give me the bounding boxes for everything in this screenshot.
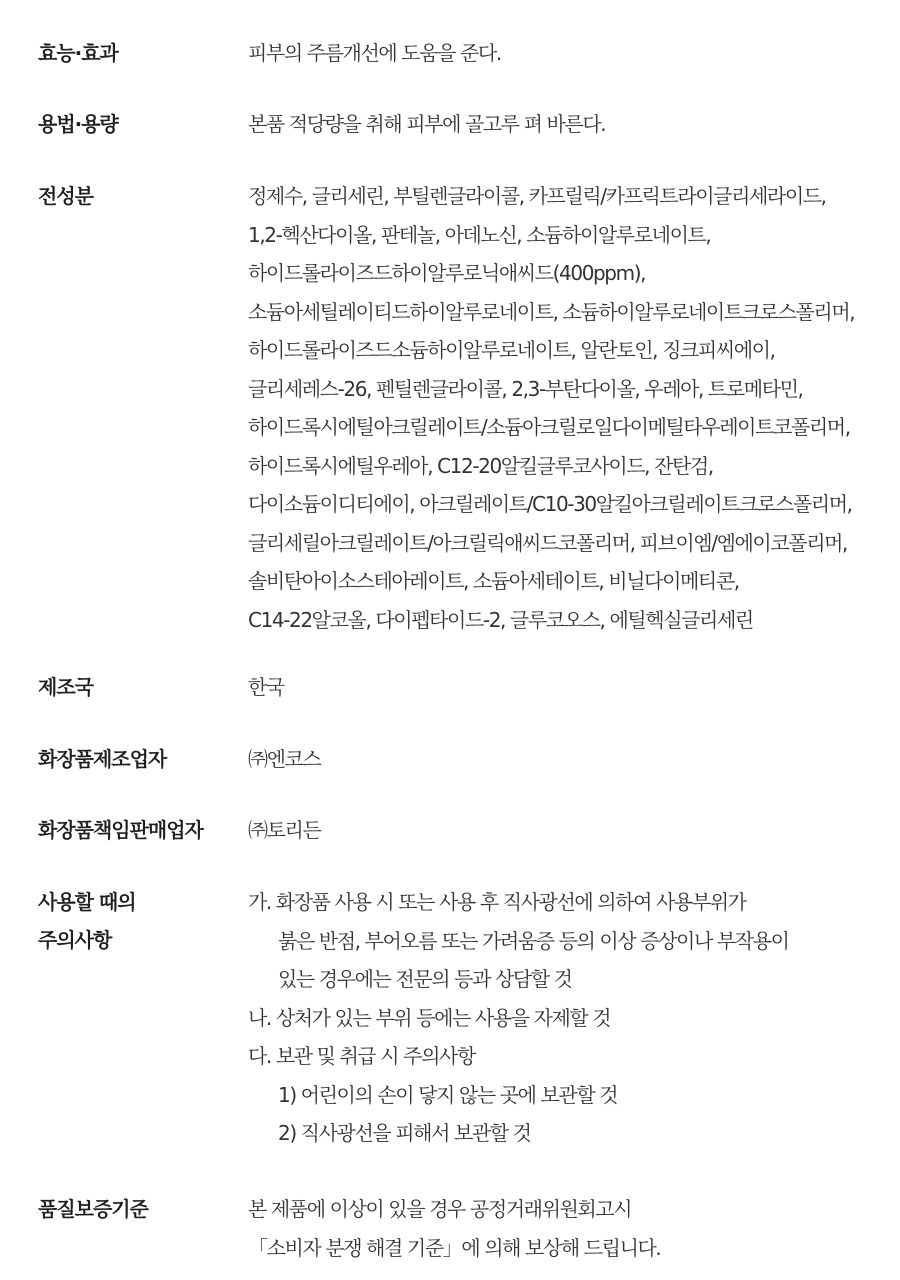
manufacturer-value: ㈜엔코스 [248,747,321,771]
cautions-label-line: 사용할 때의 [38,890,136,914]
ingredients-line: 하이드록시에틸아크릴레이트/소듐아크릴로일다이메틸타우레이트코폴리머, [248,415,850,439]
manufacturer-label: 화장품제조업자 [38,747,167,771]
country-value: 한국 [248,675,284,699]
caution-item: 붉은 반점, 부어오름 또는 가려움증 등의 이상 증상이나 부작용이 [278,928,789,953]
cautions-label-line: 주의사항 [38,928,112,952]
cautions-label [38,883,238,959]
ingredients-line: 하이드롤라이즈드소듐하이알루로네이트, 알란토인, 징크피씨에이, [248,338,775,362]
quality-line: 「소비자 분쟁 해결 기준」에 의해 보상해 드립니다. [248,1235,661,1260]
ingredients-line: 하이드롤라이즈드하이알루로닉애씨드(400ppm), [248,261,646,285]
ingredients-line: 소듐아세틸레이티드하이알루로네이트, 소듐하이알루로네이트크로스폴리머, [248,299,855,324]
ingredients-line: 다이소듐이디티에이, 아크릴레이트/C10-30알킬아크릴레이트크로스폴리머, [248,492,852,516]
ingredients-line: 정제수, 글리세린, 부틸렌글라이콜, 카프릴릭/카프릭트라이글리세라이드, [248,184,826,208]
caution-item: 2) 직사광선을 피해서 보관할 것 [278,1121,531,1145]
distributor-value: ㈜토리든 [248,818,321,842]
efficacy-label: 효능·효과 [38,41,118,65]
ingredients-label: 전성분 [38,184,93,208]
quality-value [248,1190,888,1267]
quality-line: 본 제품에 이상이 있을 경우 공정거래위원회고시 [248,1197,632,1221]
caution-item: 있는 경우에는 전문의 등과 상담할 것 [278,967,572,991]
ingredients-line: 솔비탄아이소스테아레이트, 소듐아세테이트, 비닐다이메티콘, [248,569,739,593]
caution-item: 가. 화장품 사용 시 또는 사용 후 직사광선에 의하여 사용부위가 [248,890,746,914]
distributor-label: 화장품책임판매업자 [38,818,203,842]
ingredients-line: 하이드록시에틸우레아, C12-20알킬글루코사이드, 잔탄검, [248,453,713,478]
cautions-value [248,883,888,1153]
caution-item: 나. 상처가 있는 부위 등에는 사용을 자제할 것 [248,1005,611,1030]
quality-label: 품질보증기준 [38,1197,148,1221]
caution-item: 다. 보관 및 취급 시 주의사항 [248,1044,475,1068]
caution-item: 1) 어린이의 손이 닿지 않는 곳에 보관할 것 [278,1082,618,1107]
country-label: 제조국 [38,675,93,699]
usage-label: 용법·용량 [38,112,118,136]
ingredients-value [248,177,888,639]
ingredients-line: 글리세레스-26, 펜틸렌글라이콜, 2,3-부탄다이올, 우레아, 트로메타민, [248,376,803,401]
ingredients-line: 1,2-헥산다이올, 판테놀, 아데노신, 소듐하이알루로네이트, [248,222,711,247]
ingredients-line: 글리세릴아크릴레이트/아크릴릭애씨드코폴리머, 피브이엠/엠에이코폴리머, [248,530,847,555]
usage-value: 본품 적당량을 취해 피부에 골고루 펴 바른다. [248,112,606,136]
efficacy-value: 피부의 주름개선에 도움을 준다. [248,41,501,65]
ingredients-line: C14-22알코올, 다이펩타이드-2, 글루코오스, 에틸헥실글리세린 [248,607,753,632]
